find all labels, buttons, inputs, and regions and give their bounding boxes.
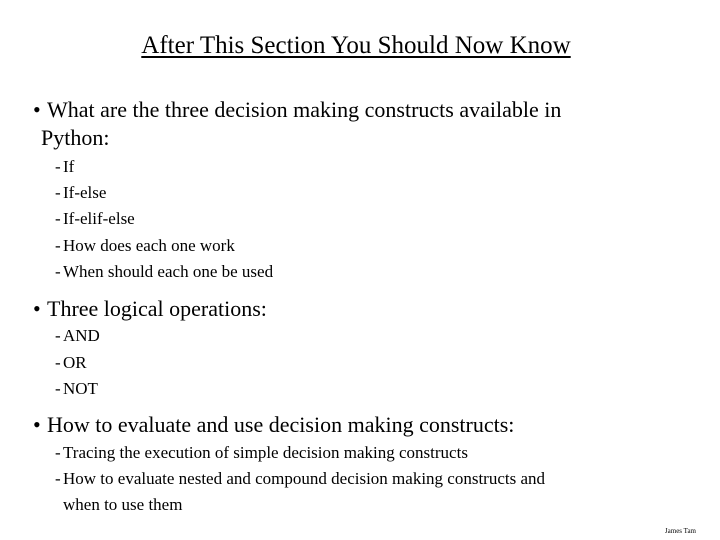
sub-item [55, 350, 87, 376]
sub-item [55, 233, 235, 259]
bullet-mark: • [33, 97, 41, 122]
bullet-decision-constructs [33, 96, 561, 152]
sub-mark: - [55, 157, 61, 176]
sub-mark: - [55, 236, 61, 255]
sub-item-text: If-elif-else [63, 209, 135, 228]
sub-item-text: How to evaluate nested and compound decision making constructs and [63, 469, 546, 488]
sub-mark: - [55, 183, 61, 202]
bullet-logical-operations [33, 295, 267, 323]
sub-item [55, 440, 468, 466]
sub-item [55, 259, 273, 285]
sub-mark: - [55, 379, 61, 398]
slide-title: After This Section You Should Now Know [141, 32, 571, 59]
sub-item-text: NOT [63, 379, 98, 398]
sub-item-continuation: when to use them [63, 495, 183, 514]
sub-mark: - [55, 262, 61, 281]
sub-item-text: If [63, 157, 75, 176]
sub-item-text: AND [63, 326, 100, 345]
sub-item [55, 466, 545, 518]
bullet-text: Three logical operations: [47, 296, 267, 321]
sub-mark: - [55, 469, 61, 488]
sub-item-text: Tracing the execution of simple decision making constructs [63, 443, 468, 462]
sub-mark: - [55, 353, 61, 372]
bullet-text-continuation: Python: [41, 125, 110, 150]
sub-mark: - [55, 443, 61, 462]
sub-item [55, 154, 74, 180]
sub-mark: - [55, 209, 61, 228]
sub-item-text: If-else [63, 183, 107, 202]
author-footer: James Tam [664, 527, 696, 535]
bullet-mark: • [33, 412, 41, 437]
sub-item [55, 180, 106, 206]
sub-item [55, 376, 98, 402]
bullet-evaluate-constructs [33, 411, 514, 439]
sub-item-text: How does each one work [63, 236, 235, 255]
sub-item [55, 206, 135, 232]
bullet-mark: • [33, 296, 41, 321]
sub-item [55, 323, 100, 349]
sub-item-text: OR [63, 353, 87, 372]
sub-item-text: When should each one be used [63, 262, 274, 281]
sub-mark: - [55, 326, 61, 345]
bullet-text: How to evaluate and use decision making constructs: [47, 412, 515, 437]
bullet-text: What are the three decision making constructs available in [47, 97, 562, 122]
